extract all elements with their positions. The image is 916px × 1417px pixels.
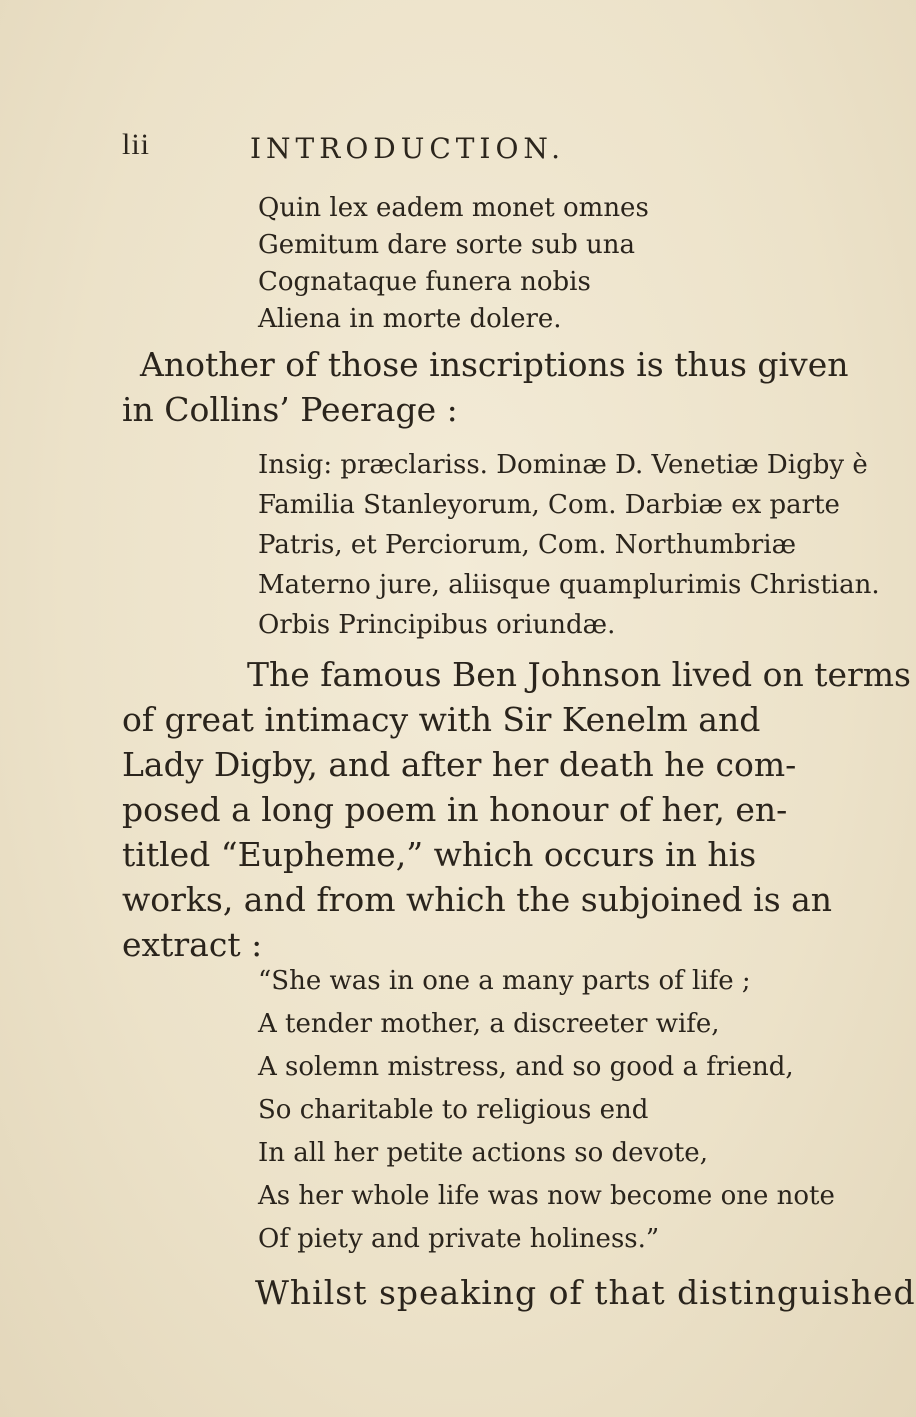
inscription-line: Familia Stanleyorum, Com. Darbiæ ex parte [258,490,840,520]
verse-line: A solemn mistress, and so good a friend, [258,1052,794,1082]
verse-line: In all her petite actions so devote, [258,1138,708,1168]
page-header [0,128,800,168]
paragraph-line: extract : [122,925,263,964]
paragraph-line: posed a long poem in honour of her, en- [122,790,788,829]
verse-line: Cognataque funera nobis [258,267,591,297]
inscription-line: Materno jure, aliisque quamplurimis Christian. [258,570,880,600]
paragraph-line: Lady Digby, and after her death he com- [122,745,797,784]
paragraph-ben-johnson [122,652,911,967]
inscription-line: Patris, et Perciorum, Com. Northumbriæ [258,530,797,560]
inscription-line: Insig: præclariss. Dominæ D. Venetiæ Digby è [258,450,868,480]
latin-inscription [258,445,880,645]
paragraph-line: The famous Ben Johnson lived on terms [247,655,911,694]
paragraph-closing [122,1270,916,1315]
verse-line: Quin lex eadem monet omnes [258,193,649,223]
running-head: INTRODUCTION. [250,132,566,165]
paragraph-line: in Collins’ Peerage : [122,390,458,429]
verse-line: Of piety and private holiness.” [258,1224,660,1254]
page-number: lii [122,128,151,161]
verse-line: As her whole life was now become one note [258,1181,835,1211]
paragraph-line: of great intimacy with Sir Kenelm and [122,700,761,739]
paragraph-inscriptions [122,342,849,432]
inscription-line: Orbis Principibus oriundæ. [258,610,616,640]
verse-line: Gemitum dare sorte sub una [258,230,635,260]
paragraph-line: Another of those inscriptions is thus given [140,345,849,384]
eupheme-extract [258,960,835,1261]
verse-line: A tender mother, a discreeter wife, [258,1009,720,1039]
paragraph-line: Whilst speaking of that distinguished [255,1273,916,1312]
verse-line: So charitable to religious end [258,1095,649,1125]
paragraph-line: works, and from which the subjoined is an [122,880,833,919]
latin-verse [258,190,649,338]
verse-line: Aliena in morte dolere. [258,304,562,334]
verse-line: “She was in one a many parts of life ; [258,966,751,996]
paragraph-line: titled “Eupheme,” which occurs in his [122,835,757,874]
